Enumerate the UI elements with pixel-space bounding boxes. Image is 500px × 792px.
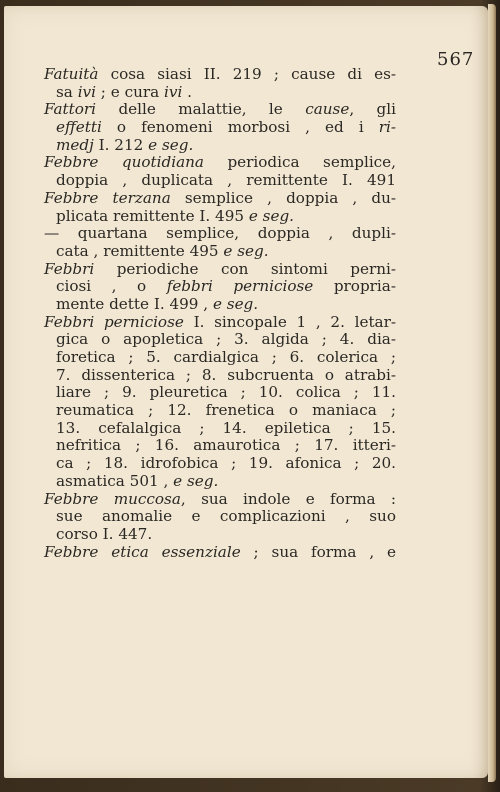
text-segment: I. sincopale 1 , 2. letar- [183, 312, 396, 331]
italic-text: e seg. [223, 241, 269, 260]
text-segment: ; sua forma , e [240, 542, 396, 561]
text-segment: , sua indole e forma : [180, 489, 396, 508]
text-line [44, 455, 396, 473]
italic-text: febbri perniciose [166, 277, 314, 296]
text-line [44, 172, 396, 190]
page-number: 567 [437, 49, 475, 70]
text-segment: ca ; 18. idrofobica ; 19. afonica ; 20. [56, 454, 396, 473]
text-segment: nefritica ; 16. amaurotica ; 17. itteri- [56, 436, 396, 455]
italic-text: e seg. [148, 135, 194, 154]
text-line [44, 402, 396, 420]
text-segment: ciosi , o [56, 277, 167, 296]
text-segment: corso I. 447. [56, 524, 153, 543]
italic-text: Febbri [44, 259, 95, 278]
text-line [44, 296, 396, 314]
text-line [44, 526, 396, 544]
text-segment: 13. cefalalgica ; 14. epiletica ; 15. [56, 418, 396, 437]
text-line [44, 473, 396, 491]
text-line [44, 278, 396, 296]
italic-text: Fatuità [44, 65, 99, 83]
index-entries [44, 66, 396, 561]
italic-text: Febbri perniciose [44, 312, 184, 331]
text-line [44, 225, 396, 243]
text-segment: o fenomeni morbosi , ed i [101, 118, 379, 137]
text-line [44, 349, 396, 367]
text-segment: . [182, 82, 192, 101]
text-line [44, 154, 396, 172]
text-segment: sue anomalie e complicazioni , suo [56, 507, 396, 526]
text-segment: mente dette I. 499 , [56, 294, 213, 313]
italic-text: Febbre muccosa [44, 489, 181, 508]
text-line [44, 84, 396, 102]
text-segment: gica o apopletica ; 3. algida ; 4. dia- [56, 330, 396, 349]
text-segment: doppia , duplicata , remittente I. 491 [56, 171, 396, 190]
text-segment: 7. dissenterica ; 8. subcruenta o atrabi- [56, 365, 396, 384]
text-segment: periodica semplice, [203, 153, 396, 172]
text-segment: propria- [313, 277, 396, 296]
italic-text: Febbre quotidiana [44, 153, 204, 172]
text-segment: liare ; 9. pleuretica ; 10. colica ; 11. [56, 383, 396, 402]
italic-text: Febbre etica essenziale [44, 542, 241, 561]
italic-text: ivi [77, 82, 96, 101]
text-segment: periodiche con sintomi perni- [94, 259, 396, 278]
italic-text: effetti [56, 118, 102, 137]
italic-text: ivi [164, 82, 183, 101]
text-segment: sa [56, 82, 78, 101]
text-segment: I. 212 [93, 135, 149, 154]
text-line [44, 243, 396, 261]
italic-text: e seg. [248, 206, 295, 225]
text-line [44, 119, 396, 137]
italic-text: e seg. [212, 294, 259, 313]
text-line [44, 508, 396, 526]
text-segment: reumatica ; 12. frenetica o maniaca ; [56, 401, 396, 420]
text-line [44, 437, 396, 455]
text-line [44, 491, 396, 509]
italic-text: Fattori [44, 100, 97, 119]
italic-text: medj [56, 135, 94, 154]
text-line [44, 137, 396, 155]
text-line [44, 420, 396, 438]
text-segment: foretica ; 5. cardialgica ; 6. colerica ; [56, 348, 396, 366]
text-segment: , gli [349, 100, 396, 119]
text-segment: ; e cura [95, 82, 165, 101]
text-segment: semplice , doppia , du- [170, 188, 397, 207]
text-segment: cosa siasi II. 219 ; cause di es- [98, 65, 396, 83]
text-line [44, 101, 396, 119]
page-edge [488, 4, 496, 782]
text-line [44, 208, 396, 226]
text-line [44, 544, 396, 562]
text-line [44, 331, 396, 349]
italic-text: Febbre terzana [44, 188, 171, 207]
italic-text: ri- [378, 118, 396, 137]
text-segment: asmatica 501 , [56, 471, 174, 490]
text-segment: cata , remittente 495 [56, 241, 224, 260]
italic-text: cause [305, 100, 350, 119]
text-line [44, 384, 396, 402]
text-segment: delle malattie, le [96, 100, 306, 119]
italic-text: e seg. [173, 471, 219, 490]
text-line [44, 190, 396, 208]
text-line [44, 367, 396, 385]
text-segment: — quartana semplice, doppia , dupli- [44, 224, 396, 243]
text-segment: plicata remittente I. 495 [56, 206, 249, 225]
text-line [44, 261, 396, 279]
text-line [44, 314, 396, 332]
text-line [44, 66, 396, 84]
